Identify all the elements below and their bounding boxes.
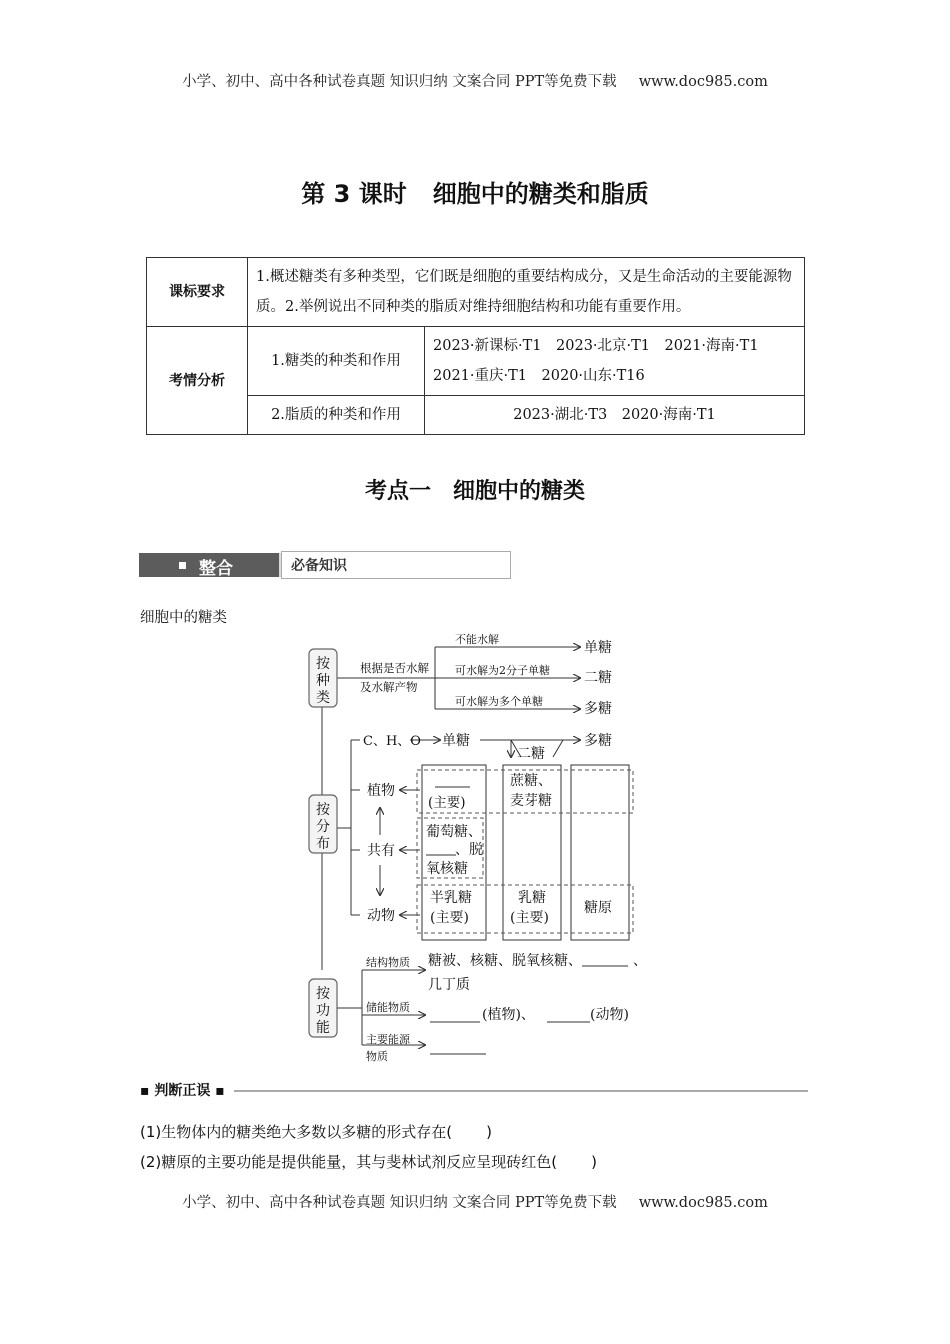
animal-poly: 糖原	[584, 900, 612, 916]
page-footer	[0, 1191, 950, 1212]
sugar-classification-diagram	[300, 625, 645, 1065]
chain-polysaccharide: 多糖	[584, 733, 612, 749]
section-name: 细胞中的糖类	[453, 479, 586, 504]
type-branch: 可水解为2分子单糖	[455, 664, 550, 677]
region-plant: 植物	[367, 783, 395, 799]
chain-monosaccharide: 单糖	[442, 733, 470, 749]
by-type-char: 种	[316, 673, 330, 689]
animal-di: (主要)	[510, 910, 549, 926]
footer-text: 小学、初中、高中各种试卷真题 知识归纳 文案合同 PPT等免费下载	[182, 1195, 617, 1211]
banner-right-label: 必备知识	[291, 558, 347, 574]
plant-mono: (主要)	[428, 795, 466, 811]
judge-header	[140, 1078, 808, 1102]
type-result: 单糖	[584, 640, 612, 656]
func-store-animal: (动物)	[590, 1007, 629, 1023]
section-title	[0, 474, 950, 505]
footer-site[interactable]: www.doc985.com	[638, 1195, 768, 1211]
func-store-label: 储能物质	[366, 1001, 410, 1014]
chain-disaccharide: 二糖	[517, 746, 545, 762]
header-site[interactable]: www.doc985.com	[638, 74, 768, 90]
type-basis: 根据是否水解	[360, 661, 429, 675]
func-energy-label: 主要能源	[366, 1033, 410, 1046]
plant-di: 蔗糖、	[510, 773, 552, 789]
requirements-table	[146, 257, 805, 435]
question-text: (2)糖原的主要功能是提供能量，其与斐林试剂反应呈现砖红色(	[140, 1153, 558, 1171]
question-close: )	[486, 1123, 492, 1141]
chain-elements: C、H、O	[363, 734, 421, 749]
type-branch: 不能水解	[455, 633, 499, 646]
exam-topic: 1.糖类的种类和作用	[248, 327, 425, 396]
row-label: 课标要求	[147, 258, 248, 327]
diagram-heading: 细胞中的糖类	[140, 610, 227, 626]
func-struct-text: 糖被、核糖、脱氧核糖、	[428, 953, 582, 969]
type-result: 多糖	[584, 701, 612, 717]
func-energy-label: 物质	[366, 1050, 388, 1063]
by-dist-char: 按	[316, 802, 330, 818]
func-struct-label: 结构物质	[366, 956, 410, 969]
by-func-char: 能	[316, 1020, 330, 1036]
curriculum-text: 1.概述糖类有多种类型，它们既是细胞的重要结构成分，又是生命活动的主要能源物质。2.举例说出不同种类的脂质对维持细胞结构和功能有重要作用。	[248, 258, 805, 327]
exam-list	[425, 327, 805, 396]
shared-mono: 氧核糖	[426, 861, 468, 877]
region-animal: 动物	[367, 908, 395, 924]
region-shared: 共有	[367, 843, 395, 859]
section-banner	[139, 551, 521, 581]
by-func-char: 按	[316, 986, 330, 1002]
func-struct-text2: 几丁质	[428, 977, 470, 993]
shared-mono: 、脱	[455, 842, 483, 858]
question-2	[140, 1151, 597, 1172]
lesson-topic: 细胞中的糖类和脂质	[432, 180, 649, 208]
judge-label-text: 判断正误	[154, 1083, 211, 1099]
square-bullet-icon	[179, 562, 186, 569]
type-result: 二糖	[584, 670, 612, 686]
page-header	[0, 70, 950, 91]
by-func-char: 功	[316, 1003, 330, 1019]
banner-left-label: 整合	[199, 559, 233, 579]
func-store-plant: (植物)、	[482, 1007, 535, 1023]
table-row	[147, 258, 805, 327]
lesson-number: 第 3 课时	[301, 180, 407, 208]
animal-mono: (主要)	[430, 910, 469, 926]
by-dist-char: 分	[316, 819, 330, 835]
header-text: 小学、初中、高中各种试卷真题 知识归纳 文案合同 PPT等免费下载	[182, 74, 617, 90]
question-1	[140, 1121, 492, 1142]
page-title	[0, 174, 950, 209]
row-label: 考情分析	[147, 327, 248, 435]
table-row	[147, 327, 805, 396]
by-type-char: 按	[316, 656, 330, 672]
animal-di: 乳糖	[518, 890, 546, 906]
judge-divider	[234, 1090, 808, 1092]
exam-line: 2021·重庆·T1 2020·山东·T16	[433, 368, 645, 384]
func-struct-sep: 、	[633, 953, 647, 969]
question-text: (1)生物体内的糖类绝大多数以多糖的形式存在(	[140, 1123, 453, 1141]
type-basis: 及水解产物	[360, 680, 418, 694]
section-point: 考点一	[364, 479, 431, 504]
animal-mono: 半乳糖	[430, 890, 472, 906]
type-branch: 可水解为多个单糖	[455, 695, 543, 708]
exam-topic: 2.脂质的种类和作用	[248, 396, 425, 435]
plant-di: 麦芽糖	[510, 793, 552, 809]
judge-label: ▪ 判断正误 ▪	[140, 1083, 225, 1099]
exam-line: 2023·新课标·T1 2023·北京·T1 2021·海南·T1	[433, 338, 759, 354]
shared-mono: 葡萄糖、	[426, 824, 482, 840]
question-close: )	[591, 1153, 597, 1171]
by-dist-char: 布	[316, 836, 330, 852]
by-type-char: 类	[316, 690, 330, 706]
exam-list: 2023·湖北·T3 2020·海南·T1	[425, 396, 805, 435]
